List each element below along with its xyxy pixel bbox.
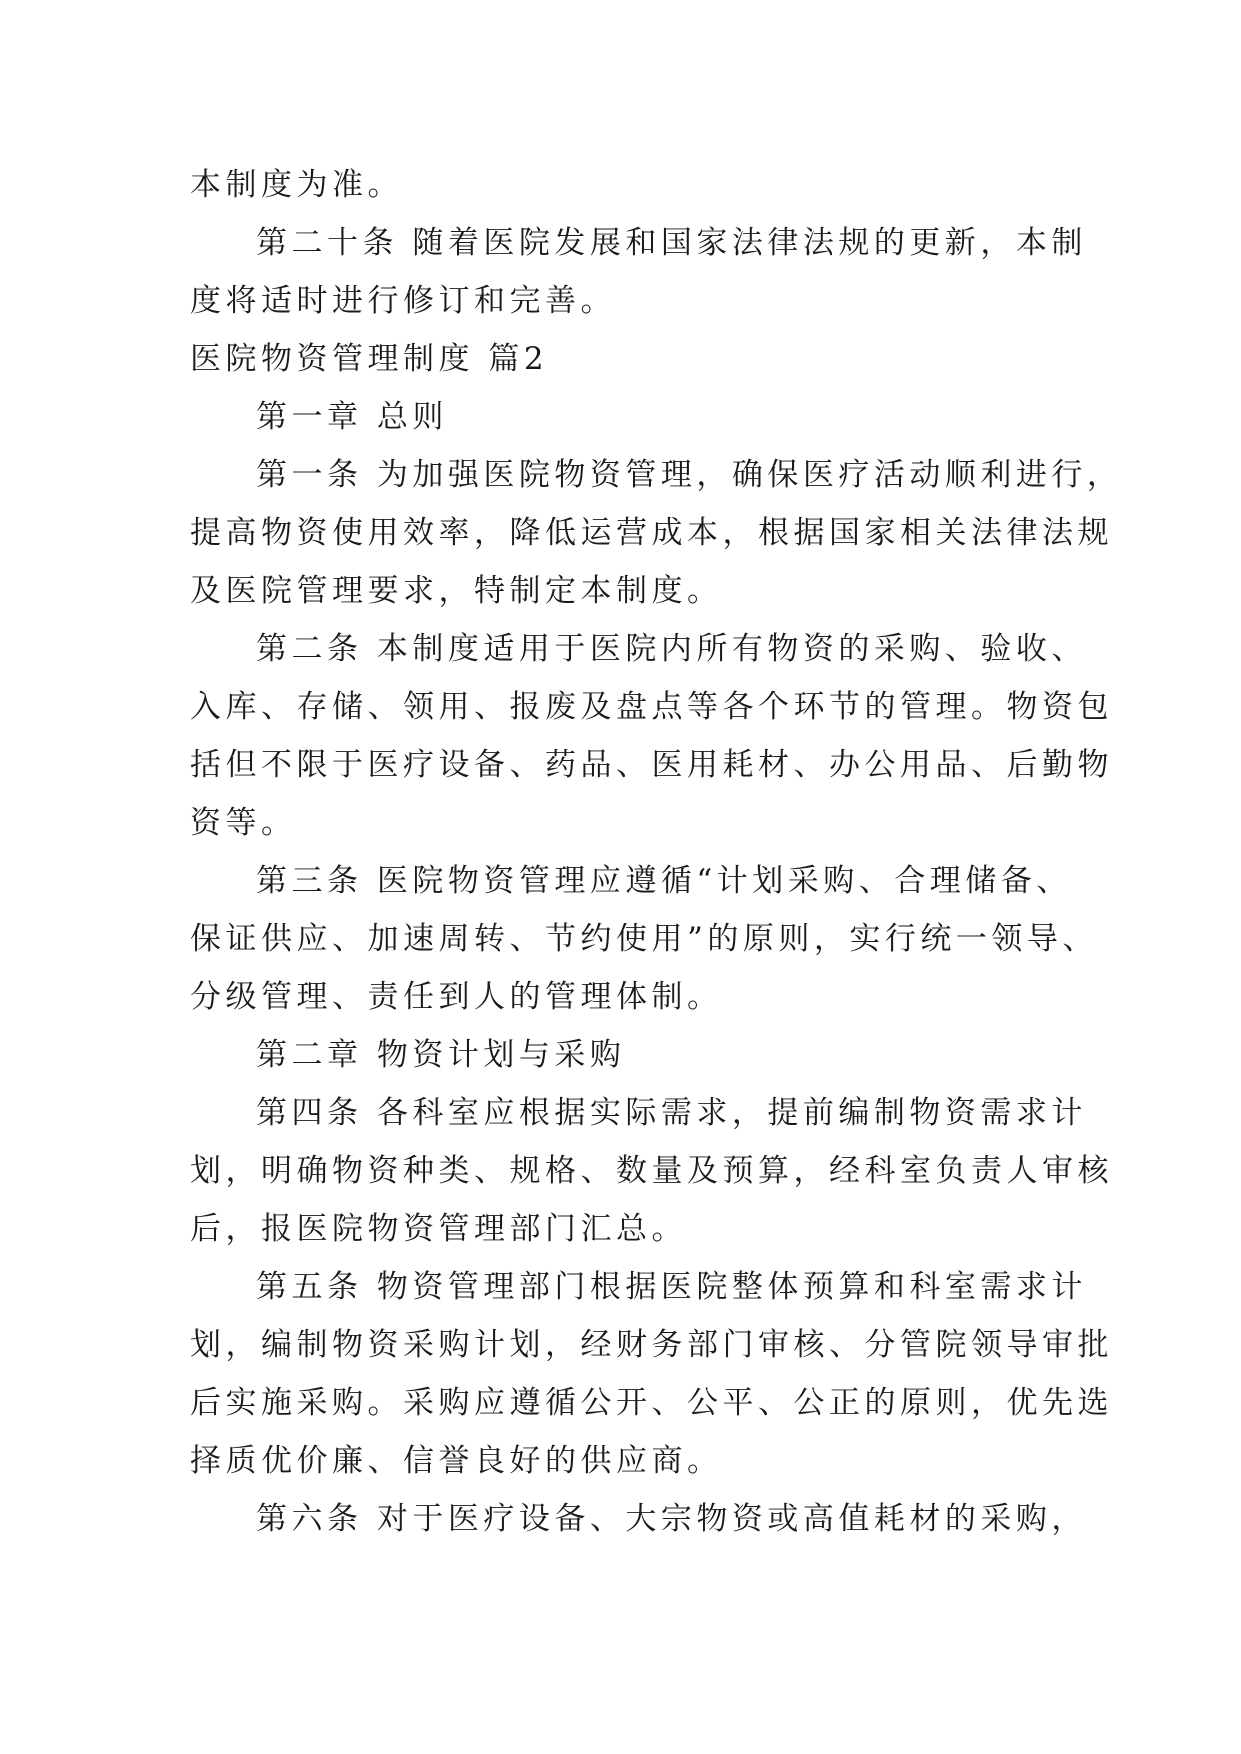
text-line: 及医院管理要求，特制定本制度。 bbox=[190, 573, 723, 609]
text-line: 择质优价廉、信誉良好的供应商。 bbox=[190, 1443, 723, 1479]
text-line: 第二条 本制度适用于医院内所有物资的采购、验收、 bbox=[256, 631, 1087, 667]
text-line: 第一条 为加强医院物资管理，确保医疗活动顺利进行， bbox=[256, 457, 1123, 493]
text-line: 资等。 bbox=[190, 805, 297, 841]
text-line: 后，报医院物资管理部门汇总。 bbox=[190, 1211, 687, 1247]
text-line: 度将适时进行修订和完善。 bbox=[190, 283, 616, 319]
text-line: 划，编制物资采购计划，经财务部门审核、分管院领导审批 bbox=[190, 1327, 1113, 1363]
section-title: 医院物资管理制度 篇2 bbox=[190, 341, 549, 377]
document-body bbox=[190, 156, 1123, 1548]
text-line: 后实施采购。采购应遵循公开、公平、公正的原则，优先选 bbox=[190, 1385, 1113, 1421]
text-line: 划，明确物资种类、规格、数量及预算，经科室负责人审核 bbox=[190, 1153, 1113, 1189]
text-line: 本制度为准。 bbox=[190, 167, 403, 203]
text-line: 提高物资使用效率，降低运营成本，根据国家相关法律法规 bbox=[190, 515, 1113, 551]
text-line: 分级管理、责任到人的管理体制。 bbox=[190, 979, 723, 1015]
text-line: 第六条 对于医疗设备、大宗物资或高值耗材的采购， bbox=[256, 1501, 1087, 1537]
text-line: 第二十条 随着医院发展和国家法律法规的更新，本制 bbox=[256, 225, 1087, 261]
chapter-heading: 第一章 总则 bbox=[256, 399, 448, 435]
text-line: 保证供应、加速周转、节约使用”的原则，实行统一领导、 bbox=[190, 921, 1098, 957]
text-line: 第四条 各科室应根据实际需求，提前编制物资需求计 bbox=[256, 1095, 1087, 1131]
text-line: 入库、存储、领用、报废及盘点等各个环节的管理。物资包 bbox=[190, 689, 1113, 725]
text-line: 第三条 医院物资管理应遵循“计划采购、合理储备、 bbox=[256, 863, 1072, 899]
chapter-heading: 第二章 物资计划与采购 bbox=[256, 1037, 626, 1073]
text-line: 括但不限于医疗设备、药品、医用耗材、办公用品、后勤物 bbox=[190, 747, 1113, 783]
text-line: 第五条 物资管理部门根据医院整体预算和科室需求计 bbox=[256, 1269, 1087, 1305]
